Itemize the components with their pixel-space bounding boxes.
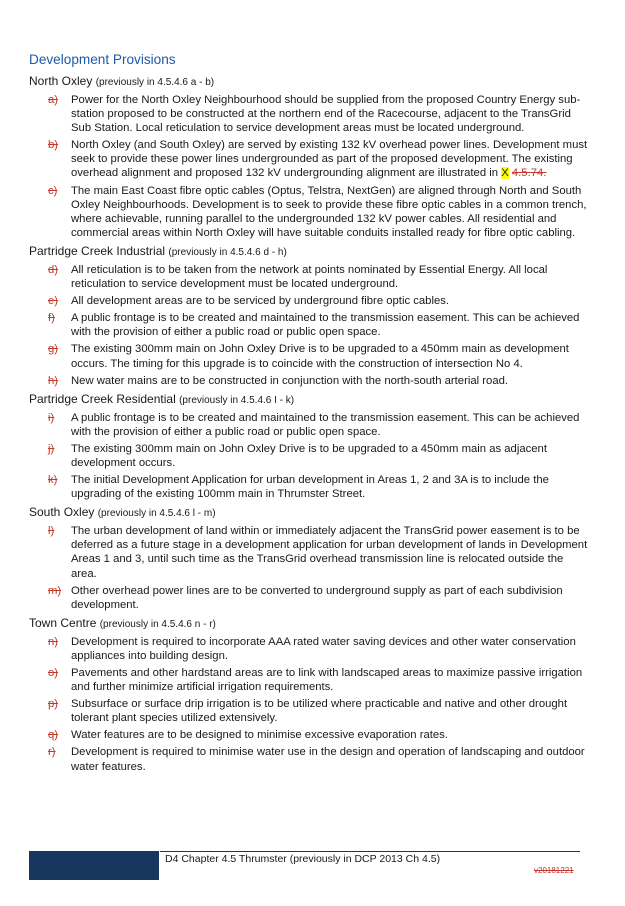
item-text: North Oxley (and South Oxley) are served by existing 132 kV overhead power lines. Development must seek to provide these power lines undergrounded as part of the proposed development. The existing overhead alignment and proposed 132 kV undergrounding alignment are illustrated in <box>71 139 588 180</box>
section-heading-partridge-creek-industrial <box>29 244 589 260</box>
list-item <box>29 184 589 240</box>
item-marker: b) <box>48 139 59 152</box>
item-marker: h) <box>48 374 59 387</box>
item-marker: d) <box>48 263 59 276</box>
footer-chapter-text: D4 Chapter 4.5 Thrumster (previously in DCP 2013 Ch 4.5) <box>165 853 441 865</box>
section-ref: (previously in 4.5.4.6 a - b) <box>95 77 215 88</box>
item-text: A public frontage is to be created and maintained to the transmission easement. This can be achieved with the provision of either a public road or public open space. <box>71 312 580 339</box>
section-heading-town-centre <box>29 616 589 632</box>
item-marker: r) <box>48 746 56 759</box>
section-heading-partridge-creek-residential <box>29 392 589 408</box>
section-ref: (previously in 4.5.4.6 d - h) <box>168 246 287 258</box>
item-text: Power for the North Oxley Neighbourhood should be supplied from the proposed Country Energy sub-station proposed to be constructed at the northern end of the Racecourse, adjacent to the TransGrid Sub Station. Local reticulation to service development areas must be located underground. <box>71 94 581 135</box>
item-text: Development is required to incorporate AAA rated water saving devices and other water conservation appliances into building design. <box>71 635 576 662</box>
list-item <box>29 342 589 370</box>
section-title: Partridge Creek Residential <box>29 391 176 406</box>
item-marker: j) <box>48 442 55 455</box>
section-title: Partridge Creek Industrial <box>29 243 166 258</box>
list-item <box>29 728 589 742</box>
list-item <box>29 745 589 773</box>
item-marker: n) <box>48 635 59 648</box>
item-text: Other overhead power lines are to be converted to underground supply as part of each subdivision development. <box>71 584 563 611</box>
list-item <box>29 263 589 291</box>
item-marker: e) <box>48 295 59 308</box>
list-item <box>29 294 589 308</box>
item-marker: c) <box>48 184 58 197</box>
list-item <box>29 524 589 580</box>
item-marker: l) <box>48 525 55 538</box>
item-marker: k) <box>48 474 58 487</box>
list-item <box>29 442 589 470</box>
list-item <box>29 473 589 501</box>
page-heading: Development Provisions <box>29 52 176 67</box>
item-text: The initial Development Application for urban development in Areas 1, 2 and 3A is to include the upgrading of the existing 100mm main in Thrumster Street. <box>71 474 549 501</box>
section-ref: (previously in 4.5.4.6 n - r) <box>99 618 216 630</box>
footer-color-block <box>29 851 159 880</box>
list-item <box>29 311 589 339</box>
item-marker: q) <box>48 729 59 742</box>
item-text: The main East Coast fibre optic cables (Optus, Telstra, NextGen) are aligned through North and South Oxley Neighbourhoods. Development is to seek to provide these fibre optic cables in a common trench, where achievable, running parallel to the undergrounded 132 kV power cables. All residential and commercial areas within North Oxley will have suitable conduits installed ready for fibre optic cabling. <box>71 184 587 239</box>
section-title: South Oxley <box>29 505 95 520</box>
item-text: The existing 300mm main on John Oxley Drive is to be upgraded to a 450mm main as development occurs. The timing for this upgrade is to coincide with the construction of intersection No 4. <box>71 343 569 370</box>
item-text: New water mains are to be constructed in conjunction with the north-south arterial road. <box>71 374 509 387</box>
list-item <box>29 138 589 180</box>
item-text: Development is required to minimise water use in the design and operation of landscaping and outdoor water features. <box>71 746 585 773</box>
list-item <box>29 411 589 439</box>
item-text: Pavements and other hardstand areas are to link with landscaped areas to maximize passive irrigation and further minimize artificial irrigation requirements. <box>71 667 583 694</box>
item-text: The urban development of land within or immediately adjacent the TransGrid power easement is to be deferred as a future stage in a development application for urban development of lands in Development Areas 1 and 3, until such time as the TransGrid overhead transmission line is relocated outside the area. <box>71 525 588 580</box>
item-marker: m) <box>48 584 62 597</box>
section-ref: (previously in 4.5.4.6 l - m) <box>97 508 216 520</box>
section-heading-south-oxley <box>29 505 589 521</box>
list-item <box>29 697 589 725</box>
section-heading-north-oxley <box>29 74 589 90</box>
item-marker: g) <box>48 343 59 356</box>
deleted-text: 4.5.74. <box>511 167 547 180</box>
item-marker: i) <box>48 411 55 424</box>
section-title: North Oxley <box>29 74 93 88</box>
item-text: Subsurface or surface drip irrigation is to be utilized where practicable and native and other drought tolerant plant species utilized extensively. <box>71 698 568 725</box>
list-item <box>29 666 589 694</box>
list-item <box>29 374 589 388</box>
section-title: Town Centre <box>29 615 97 630</box>
section-ref: (previously in 4.5.4.6 I - k) <box>179 394 295 406</box>
footer-version: v20181221 <box>534 866 574 875</box>
list-item <box>29 635 589 663</box>
footer-rule <box>160 851 580 852</box>
list-item <box>29 584 589 612</box>
item-marker: p) <box>48 698 59 711</box>
item-text: The existing 300mm main on John Oxley Drive is to be upgraded to a 450mm main as adjacent development occurs. <box>71 442 547 469</box>
item-text: All reticulation is to be taken from the network at points nominated by Essential Energy. All local reticulation to service development must be located underground. <box>71 263 548 291</box>
item-marker: a) <box>48 94 59 106</box>
document-body <box>29 52 589 777</box>
item-text: All development areas are to be serviced by underground fibre optic cables. <box>71 295 450 308</box>
item-text: A public frontage is to be created and maintained to the transmission easement. This can be achieved with the provision of either a public road or public open space. <box>71 411 580 438</box>
item-marker: f) <box>48 312 55 325</box>
item-marker: o) <box>48 667 59 679</box>
highlighted-text: X <box>501 167 509 180</box>
list-item <box>29 93 589 135</box>
item-text: Water features are to be designed to minimise excessive evaporation rates. <box>71 729 448 742</box>
